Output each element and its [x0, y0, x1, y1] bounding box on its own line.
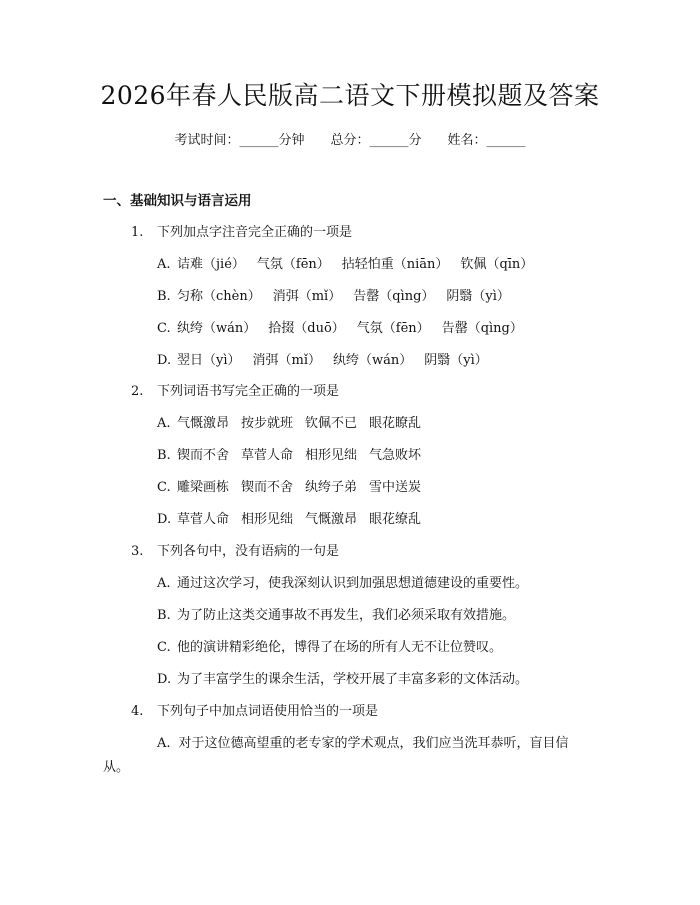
- question-number: 3.: [131, 544, 144, 559]
- option-word: 诘难（jié）: [177, 257, 245, 272]
- question-1: [131, 222, 352, 244]
- option-letter: D.: [157, 512, 172, 527]
- option-letter: B.: [157, 608, 171, 623]
- option-word: 拈轻怕重（niān）: [341, 257, 449, 272]
- q2-option-d: [157, 509, 433, 531]
- option-word: 相形见绌: [305, 448, 358, 463]
- exam-name: 姓名：______: [447, 133, 526, 148]
- exam-meta: [0, 131, 700, 151]
- option-word: 眼花缭乱: [369, 512, 422, 527]
- option-letter: B.: [157, 448, 171, 463]
- question-stem: 下列句子中加点词语使用恰当的一项是: [157, 704, 379, 719]
- option-word: 按步就班: [241, 416, 294, 431]
- option-word: 眼花瞭乱: [369, 416, 422, 431]
- q1-option-d: [157, 350, 500, 372]
- option-text: 通过这次学习，使我深刻认识到加强思想道德建设的重要性。: [177, 576, 529, 591]
- q3-option-a: [157, 573, 528, 595]
- option-letter: A.: [157, 736, 171, 751]
- option-letter: B.: [157, 289, 171, 304]
- option-word: 告罄（qìng）: [353, 289, 435, 304]
- option-word: 阴翳（yì）: [424, 353, 488, 368]
- q1-option-b: [157, 286, 522, 308]
- option-word: 钦佩（qīn）: [460, 257, 534, 272]
- option-text: 他的演讲精彩绝伦，博得了在场的所有人无不让位赞叹。: [177, 640, 503, 655]
- option-word: 雕梁画栋: [177, 480, 230, 495]
- option-letter: C.: [157, 480, 171, 495]
- option-word: 雪中送炭: [369, 480, 422, 495]
- option-word: 锲而不舍: [241, 480, 294, 495]
- option-word: 告罄（qìng）: [441, 321, 523, 336]
- option-word: 消弭（mǐ）: [252, 353, 322, 368]
- option-word: 气氛（fēn）: [356, 321, 430, 336]
- exam-time: 考试时间：______分钟: [174, 133, 305, 148]
- q1-option-c: [157, 318, 535, 340]
- option-text: 为了丰富学生的课余生活，学校开展了丰富多彩的文体活动。: [177, 672, 529, 687]
- option-letter: C.: [157, 640, 171, 655]
- question-number: 2.: [131, 384, 144, 399]
- option-word: 拾掇（duō）: [268, 321, 345, 336]
- option-text: 对于这位德高望重的老专家的学术观点，我们应当洗耳恭听，盲目信从。: [103, 736, 569, 775]
- q1-option-a: [157, 254, 545, 276]
- option-letter: D.: [157, 672, 172, 687]
- option-word: 气慨激昂: [305, 512, 358, 527]
- option-word: 气氛（fēn）: [256, 257, 330, 272]
- q2-option-b: [157, 445, 433, 467]
- option-word: 翌日（yì）: [177, 353, 241, 368]
- q2-option-a: [157, 413, 433, 435]
- option-word: 纨绔（wán）: [177, 321, 257, 336]
- question-3: [131, 541, 339, 563]
- option-letter: D.: [157, 353, 172, 368]
- question-stem: 下列词语书写完全正确的一项是: [157, 384, 340, 399]
- option-word: 气急败坏: [369, 448, 422, 463]
- question-number: 4.: [131, 704, 144, 719]
- option-word: 锲而不舍: [177, 448, 230, 463]
- option-word: 相形见绌: [241, 512, 294, 527]
- option-letter: A.: [157, 576, 171, 591]
- question-2: [131, 381, 339, 403]
- option-word: 草菅人命: [177, 512, 230, 527]
- q3-option-b: [157, 605, 515, 627]
- option-word: 钦佩不已: [305, 416, 358, 431]
- option-letter: A.: [157, 257, 171, 272]
- exam-score: 总分：______分: [330, 133, 422, 148]
- option-word: 消弭（mǐ）: [272, 289, 342, 304]
- q4-option-a: [103, 732, 593, 780]
- option-word: 气慨激昂: [177, 416, 230, 431]
- section-heading: 一、基础知识与语言运用: [103, 193, 252, 209]
- option-letter: A.: [157, 416, 171, 431]
- option-word: 阴翳（yì）: [446, 289, 510, 304]
- question-stem: 下列加点字注音完全正确的一项是: [157, 225, 353, 240]
- question-number: 1.: [131, 225, 144, 240]
- option-text: 为了防止这类交通事故不再发生，我们必须采取有效措施。: [177, 608, 516, 623]
- option-word: 纨绔子弟: [305, 480, 358, 495]
- question-4: [131, 701, 378, 723]
- option-letter: C.: [157, 321, 171, 336]
- q3-option-d: [157, 669, 528, 691]
- option-word: 草菅人命: [241, 448, 294, 463]
- question-stem: 下列各句中，没有语病的一句是: [157, 544, 340, 559]
- option-word: 纨绔（wán）: [333, 353, 413, 368]
- page-title: 2026年春人民版高二语文下册模拟题及答案: [100, 81, 600, 110]
- q3-option-c: [157, 637, 502, 659]
- q2-option-c: [157, 477, 433, 499]
- option-word: 匀称（chèn）: [177, 289, 261, 304]
